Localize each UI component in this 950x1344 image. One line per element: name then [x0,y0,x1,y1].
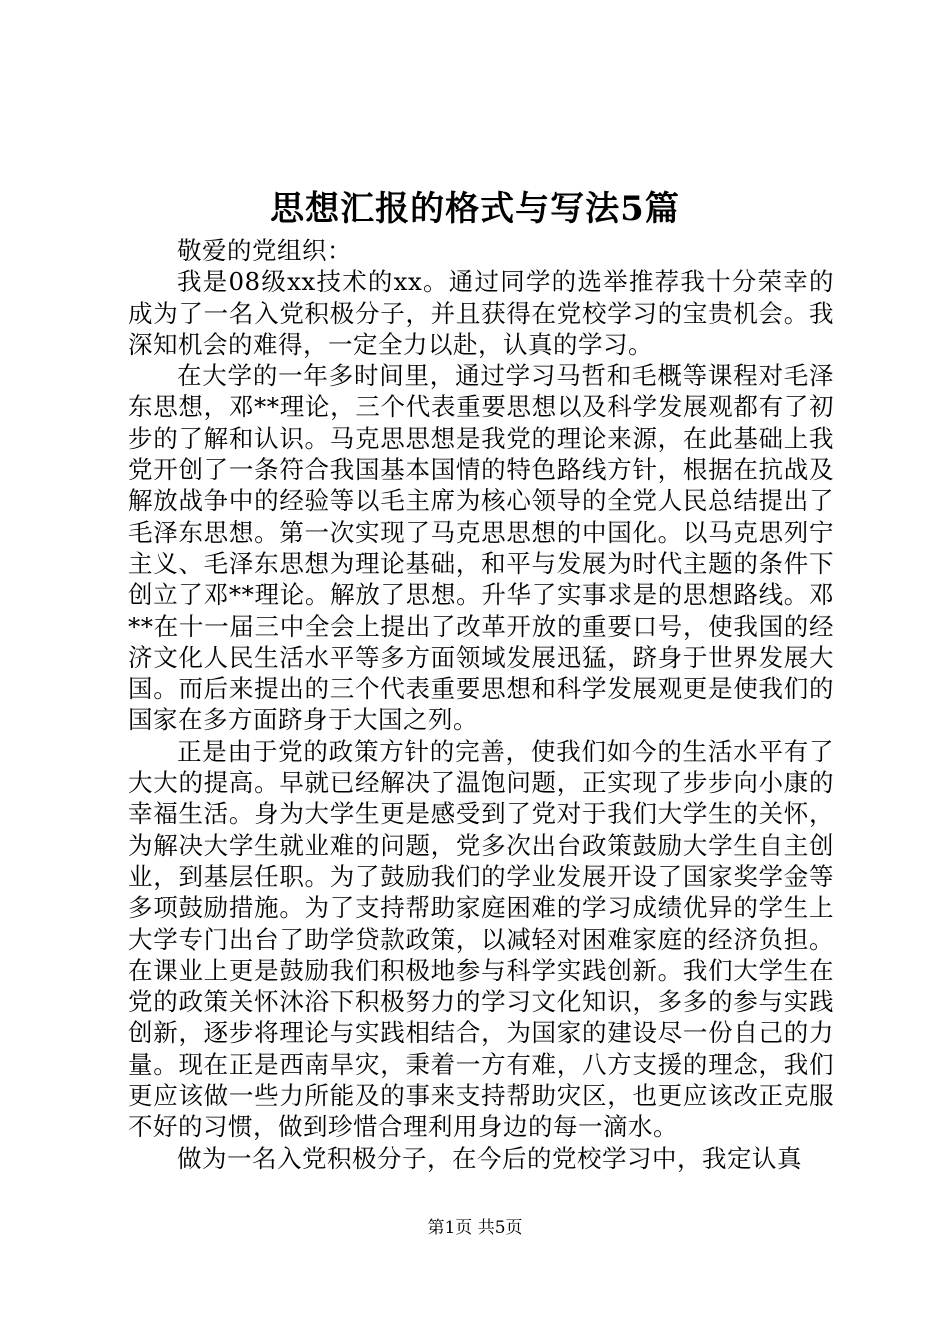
paragraph-4: 做为一名入党积极分子，在今后的党校学习中，我定认真 [177,1143,802,1173]
salutation: 敬爱的党组织： [177,236,352,265]
page-number: 第1页 共5页 [427,1218,523,1238]
paragraph-2: 在大学的一年多时间里，通过学习马哲和毛概等课程对毛泽东思想，邓**理论，三个代表重要思想以及科学发展观都有了初步的了解和认识。马克思思想是我党的理论来源，在此基础上我党开创了一条符合我国基本国情的特色路线方针，根据在抗战及解放战争中的经验等以毛主席为核心领导的全党人民总结提出了毛泽东思想。第一次实现了马克思思想的中国化。以马克思列宁主义、毛泽东思想为理论基础，和平与发展为时代主题的条件下创立了邓**理论。解放了思想。升华了实事求是的思想路线。邓**在十一届三中全会上提出了改革开放的重要口号，使我国的经济文化人民生活水平等多方面领域发展迅猛，跻身于世界发展大国。而后来提出的三个代表重要思想和科学发展观更是使我们的国家在多方面跻身于大国之列。 [128,361,834,735]
document-body [128,235,834,1174]
page-title: 思想汇报的格式与写法5篇 [270,189,680,229]
paragraph-1: 我是08级xx技术的xx。通过同学的选举推荐我十分荣幸的成为了一名入党积极分子，并且获得在党校学习的宝贵机会。我深知机会的难得，一定全力以赴，认真的学习。 [128,267,834,359]
paragraph-3: 正是由于党的政策方针的完善，使我们如今的生活水平有了大大的提高。早就已经解决了温饱问题，正实现了步步向小康的幸福生活。身为大学生更是感受到了党对于我们大学生的关怀，为解决大学生就业难的问题，党多次出台政策鼓励大学生自主创业，到基层任职。为了鼓励我们的学业发展开设了国家奖学金等多项鼓励措施。为了支持帮助家庭困难的学习成绩优异的学生上大学专门出台了助学贷款政策，以减轻对困难家庭的经济负担。在课业上更是鼓励我们积极地参与科学实践创新。我们大学生在党的政策关怀沐浴下积极努力的学习文化知识，多多的参与实践创新，逐步将理论与实践相结合，为国家的建设尽一份自己的力量。现在正是西南旱灾，秉着一方有难，八方支援的理念，我们更应该做一些力所能及的事来支持帮助灾区，也更应该改正克服不好的习惯，做到珍惜合理利用身边的每一滴水。 [128,736,834,1142]
